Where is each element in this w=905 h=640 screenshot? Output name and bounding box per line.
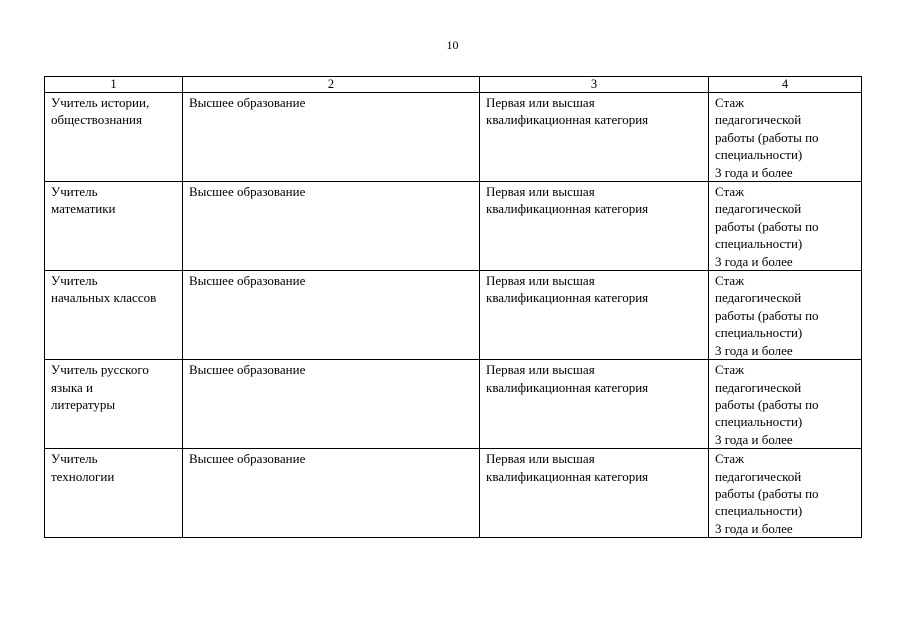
table-row bbox=[45, 449, 862, 538]
column-header: 1 bbox=[45, 77, 183, 93]
position-cell: Учитель истории, обществознания bbox=[45, 93, 183, 182]
education-cell: Высшее образование bbox=[183, 449, 480, 538]
position-cell: Учитель математики bbox=[45, 182, 183, 271]
column-header: 4 bbox=[709, 77, 862, 93]
education-cell: Высшее образование bbox=[183, 182, 480, 271]
category-cell: Первая или высшая квалификационная категория bbox=[480, 93, 709, 182]
page-number: 10 bbox=[446, 38, 459, 52]
position-cell: Учитель русского языка и литературы bbox=[45, 360, 183, 449]
column-header: 2 bbox=[183, 77, 480, 93]
education-cell: Высшее образование bbox=[183, 93, 480, 182]
position-cell: Учитель начальных классов bbox=[45, 271, 183, 360]
experience-cell: Стаж педагогической работы (работы по специальности) 3 года и более bbox=[709, 449, 862, 538]
category-cell: Первая или высшая квалификационная категория bbox=[480, 360, 709, 449]
table-header-row bbox=[45, 77, 862, 93]
qualification-table bbox=[44, 76, 862, 538]
experience-cell: Стаж педагогической работы (работы по специальности) 3 года и более bbox=[709, 271, 862, 360]
experience-cell: Стаж педагогической работы (работы по специальности) 3 года и более bbox=[709, 93, 862, 182]
column-header: 3 bbox=[480, 77, 709, 93]
position-cell: Учитель технологии bbox=[45, 449, 183, 538]
category-cell: Первая или высшая квалификационная категория bbox=[480, 449, 709, 538]
category-cell: Первая или высшая квалификационная категория bbox=[480, 271, 709, 360]
experience-cell: Стаж педагогической работы (работы по специальности) 3 года и более bbox=[709, 182, 862, 271]
table-row bbox=[45, 271, 862, 360]
category-cell: Первая или высшая квалификационная категория bbox=[480, 182, 709, 271]
table-row bbox=[45, 93, 862, 182]
experience-cell: Стаж педагогической работы (работы по специальности) 3 года и более bbox=[709, 360, 862, 449]
table-row bbox=[45, 182, 862, 271]
education-cell: Высшее образование bbox=[183, 360, 480, 449]
table-row bbox=[45, 360, 862, 449]
education-cell: Высшее образование bbox=[183, 271, 480, 360]
